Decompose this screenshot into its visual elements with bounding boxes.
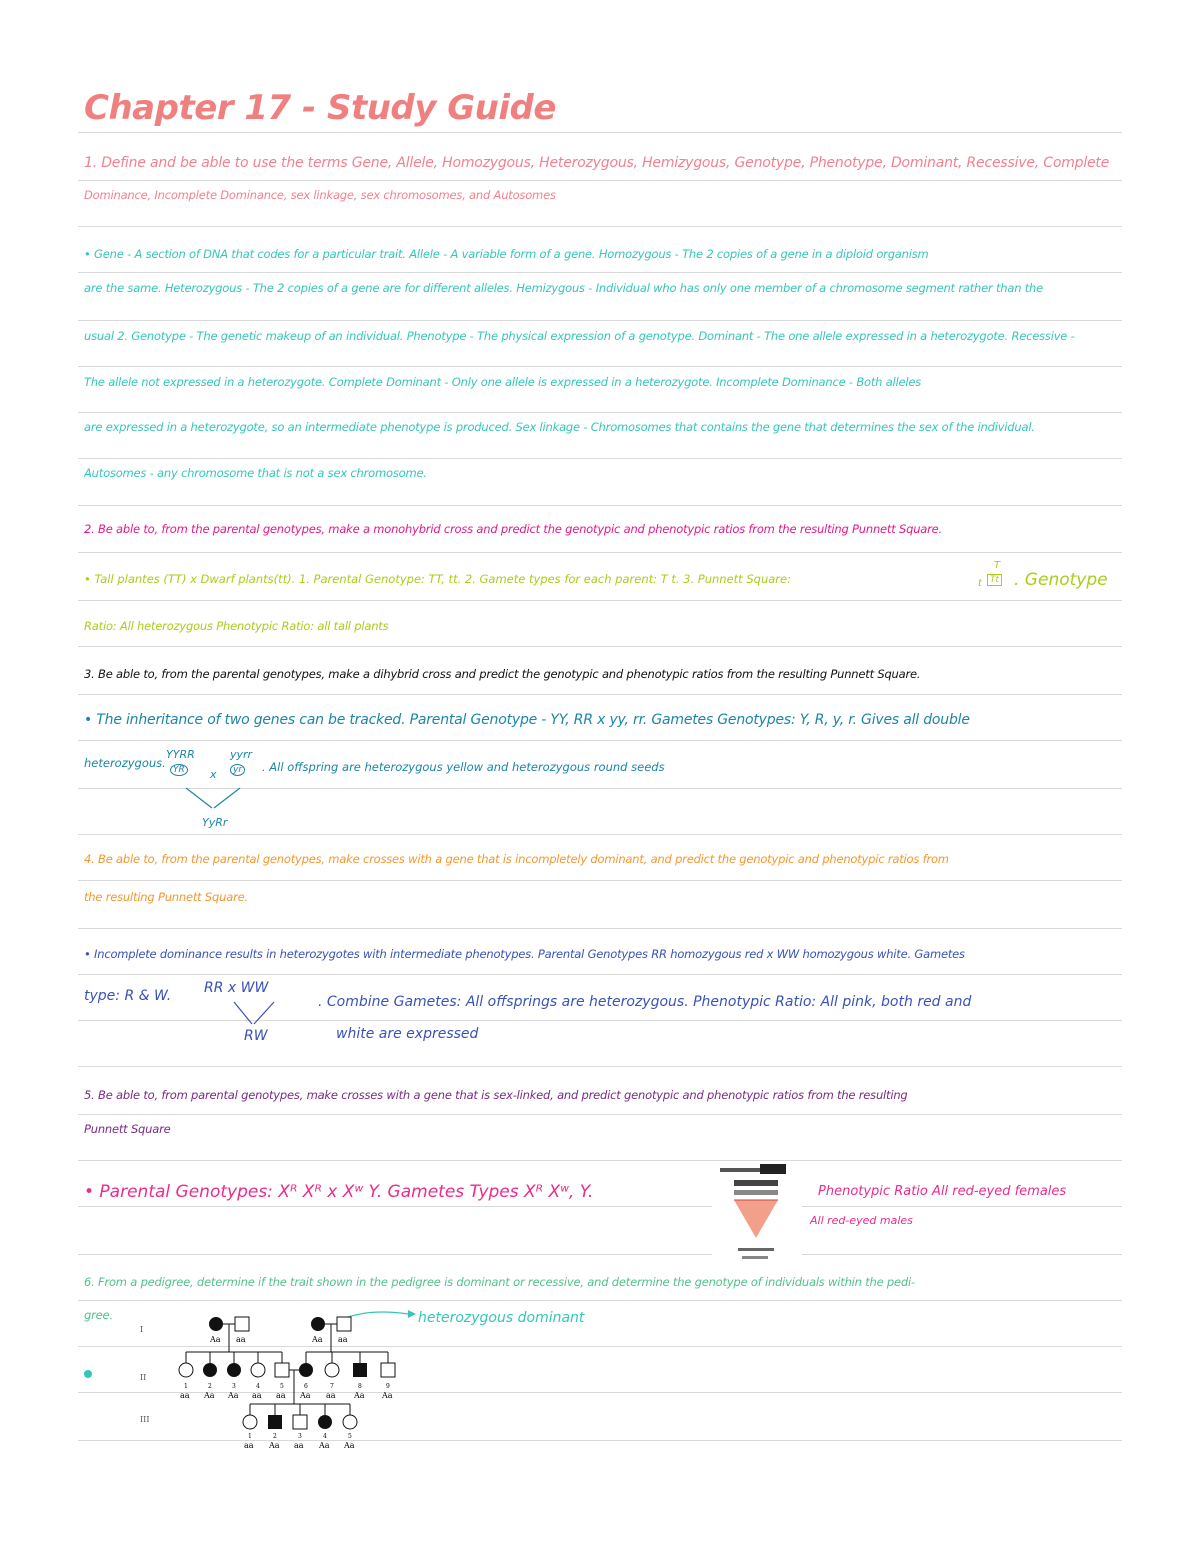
rule xyxy=(78,974,1122,975)
punnett-top-label: T xyxy=(994,560,1001,571)
male-affected xyxy=(353,1363,367,1377)
answer-3-suffix: . All offspring are heterozygous yellow and heterozygous round seeds xyxy=(262,760,665,774)
answer-4-suffix: . Combine Gametes: All offsprings are heterozygous. Phenotypic Ratio: All pink, both red and xyxy=(318,994,972,1010)
female-unaffected xyxy=(325,1363,339,1377)
genotype-label: aa xyxy=(326,1391,336,1400)
individual-number: 1 xyxy=(184,1383,188,1390)
male-unaffected xyxy=(293,1415,307,1429)
rule xyxy=(78,552,1122,553)
answer-1-line-1: • Gene - A section of DNA that codes for a particular trait. Allele - A variable form of a gene. Homozygous - The 2 copies of a gene in a diploid organism xyxy=(84,247,929,261)
individual-number: 4 xyxy=(323,1433,327,1440)
rule xyxy=(78,412,1122,413)
question-2-line-1: 2. Be able to, from the parental genotypes, make a monohybrid cross and predict the genotypic and phenotypic ratios from the resulting Punnett Square. xyxy=(84,522,943,536)
rule xyxy=(78,694,1122,695)
question-4-line-2: the resulting Punnett Square. xyxy=(84,890,248,904)
rule xyxy=(78,600,1122,601)
rule xyxy=(78,505,1122,506)
dihybrid-cross-diagram xyxy=(160,748,270,834)
gen-label: II xyxy=(140,1373,147,1382)
gen-label: III xyxy=(140,1415,150,1424)
answer-1-line-5: are expressed in a heterozygote, so an intermediate phenotype is produced. Sex linkage - Chromosomes that contains the gene that determines the sex of the individual. xyxy=(84,420,1035,434)
individual-number: 9 xyxy=(386,1383,390,1390)
rule xyxy=(78,834,1122,835)
parent-1-gamete: YR xyxy=(170,764,188,776)
individual-number: 5 xyxy=(348,1433,352,1440)
male-unaffected xyxy=(337,1317,351,1331)
heterozygous-annotation: heterozygous dominant xyxy=(418,1310,585,1326)
female-affected xyxy=(311,1317,325,1331)
question-3-line-1: 3. Be able to, from the parental genotypes, make a dihybrid cross and predict the genotypic and phenotypic ratios from the resulting Punnett Square. xyxy=(84,667,921,681)
rule xyxy=(78,132,1122,133)
rule xyxy=(78,1114,1122,1115)
rule xyxy=(78,180,1122,181)
genotype-label: aa xyxy=(252,1391,262,1400)
genotype-label: Aa xyxy=(319,1441,330,1450)
individual-number: 5 xyxy=(280,1383,284,1390)
answer-4-line-1: • Incomplete dominance results in heterozygotes with intermediate phenotypes. Parental Genotypes RR homozygous red x WW homozygous white. Gametes xyxy=(84,947,965,961)
genotype-label: Aa xyxy=(204,1391,215,1400)
sex-linked-punnett-image xyxy=(712,1164,802,1264)
rule xyxy=(78,1254,1122,1255)
offspring-genotype: YyRr xyxy=(202,816,228,829)
parent-2-gamete: yr xyxy=(230,764,245,776)
question-1-line-1: 1. Define and be able to use the terms Gene, Allele, Homozygous, Heterozygous, Hemizygous, Genotype, Phenotype, Dominant, Recessive, Complete xyxy=(84,155,1110,171)
punnett-cell: Tt xyxy=(987,574,1002,586)
rule xyxy=(78,928,1122,929)
genotype-label: Aa xyxy=(382,1391,393,1400)
question-6-line-2: gree. xyxy=(84,1308,113,1322)
rule xyxy=(78,320,1122,321)
answer-1-line-4: The allele not expressed in a heterozygote. Complete Dominant - Only one allele is expressed in a heterozygote. Incomplete Dominance - Both alleles xyxy=(84,375,922,389)
bullet-dot xyxy=(84,1370,92,1378)
parent-2-genotype: yyrr xyxy=(230,748,253,761)
answer-5-line-1: • Parental Genotypes: Xᴿ Xᴿ x Xʷ Y. Gametes Types Xᴿ Xʷ, Y. xyxy=(84,1182,594,1202)
question-1-line-2: Dominance, Incomplete Dominance, sex linkage, sex chromosomes, and Autosomes xyxy=(84,188,556,202)
answer-1-line-6: Autosomes - any chromosome that is not a sex chromosome. xyxy=(84,466,427,480)
answer-2-line-1: • Tall plantes (TT) x Dwarf plants(tt). 1. Parental Genotype: TT, tt. 2. Gamete types for each parent: T t. 3. Punnett Square: xyxy=(84,572,791,586)
individual-number: 4 xyxy=(256,1383,260,1390)
individual-number: 6 xyxy=(304,1383,308,1390)
cross-parents: RR x WW xyxy=(204,980,269,996)
rule xyxy=(78,646,1122,647)
pedigree-chart xyxy=(130,1310,410,1450)
genotype-label: aa xyxy=(236,1335,246,1344)
genotype-label: Aa xyxy=(210,1335,221,1344)
rule xyxy=(78,1066,1122,1067)
female-unaffected xyxy=(243,1415,257,1429)
question-6-line-1: 6. From a pedigree, determine if the trait shown in the pedigree is dominant or recessive, and determine the genotype of individuals within the pedi- xyxy=(84,1275,915,1289)
genotype-label: aa xyxy=(276,1391,286,1400)
genotype-label: aa xyxy=(244,1441,254,1450)
genotype-label: . Genotype xyxy=(1014,570,1108,590)
genotype-label: aa xyxy=(338,1335,348,1344)
female-unaffected xyxy=(343,1415,357,1429)
cross-symbol: x xyxy=(210,768,217,781)
female-affected xyxy=(318,1415,332,1429)
rule xyxy=(78,1206,1122,1207)
genotype-label: aa xyxy=(294,1441,304,1450)
rule xyxy=(78,880,1122,881)
genotype-label: aa xyxy=(180,1391,190,1400)
gen-label: I xyxy=(140,1325,144,1334)
punnett-left-label: t xyxy=(978,578,982,589)
male-unaffected xyxy=(381,1363,395,1377)
genotype-label: Aa xyxy=(300,1391,311,1400)
answer-4-line-3: white are expressed xyxy=(336,1026,479,1042)
individual-number: 8 xyxy=(358,1383,362,1390)
rule xyxy=(78,226,1122,227)
punnett-square-mini xyxy=(978,560,1014,596)
male-unaffected xyxy=(275,1363,289,1377)
genotype-label: Aa xyxy=(269,1441,280,1450)
rule xyxy=(78,1300,1122,1301)
answer-3-line-1: • The inheritance of two genes can be tracked. Parental Genotype - YY, RR x yy, rr. Gametes Genotypes: Y, R, y, r. Gives all double xyxy=(84,712,970,728)
male-affected xyxy=(268,1415,282,1429)
female-affected xyxy=(203,1363,217,1377)
answer-4-prefix: type: R & W. xyxy=(84,988,172,1004)
genotype-label: Aa xyxy=(354,1391,365,1400)
question-4-line-1: 4. Be able to, from the parental genotypes, make crosses with a gene that is incompletely dominant, and predict the genotypic and phenotypic ratios from xyxy=(84,852,949,866)
incomplete-cross-diagram xyxy=(204,980,314,1050)
female-affected xyxy=(227,1363,241,1377)
female-unaffected xyxy=(179,1363,193,1377)
answer-1-line-3: usual 2. Genotype - The genetic makeup of an individual. Phenotype - The physical expression of a genotype. Dominant - The one allele expressed in a heterozygote. Recessive - xyxy=(84,329,1075,343)
phenotypic-ratio-line-2: All red-eyed males xyxy=(810,1214,913,1227)
individual-number: 3 xyxy=(298,1433,302,1440)
genotype-label: Aa xyxy=(312,1335,323,1344)
answer-3-prefix: heterozygous. xyxy=(84,756,166,770)
page-title: Chapter 17 - Study Guide xyxy=(84,88,556,128)
individual-number: 2 xyxy=(208,1383,212,1390)
phenotypic-ratio-line-1: Phenotypic Ratio All red-eyed females xyxy=(818,1184,1067,1199)
female-unaffected xyxy=(251,1363,265,1377)
question-5-line-1: 5. Be able to, from parental genotypes, make crosses with a gene that is sex-linked, and predict genotypic and phenotypic ratios from the resulting xyxy=(84,1088,908,1102)
parent-1-genotype: YYRR xyxy=(166,748,195,761)
rule xyxy=(78,366,1122,367)
question-5-line-2: Punnett Square xyxy=(84,1122,171,1136)
individual-number: 1 xyxy=(248,1433,252,1440)
rule xyxy=(78,272,1122,273)
answer-2-line-2: Ratio: All heterozygous Phenotypic Ratio: all tall plants xyxy=(84,619,389,633)
rule xyxy=(78,1160,1122,1161)
rule xyxy=(78,458,1122,459)
answer-1-line-2: are the same. Heterozygous - The 2 copies of a gene are for different alleles. Hemizygous - Individual who has only one member of a chromosome segment rather than the xyxy=(84,281,1044,295)
individual-number: 2 xyxy=(273,1433,277,1440)
male-unaffected xyxy=(235,1317,249,1331)
female-affected xyxy=(209,1317,223,1331)
female-affected xyxy=(299,1363,313,1377)
rule xyxy=(78,740,1122,741)
cross-offspring: RW xyxy=(244,1028,268,1044)
individual-number: 3 xyxy=(232,1383,236,1390)
individual-number: 7 xyxy=(330,1383,334,1390)
genotype-label: Aa xyxy=(344,1441,355,1450)
genotype-label: Aa xyxy=(228,1391,239,1400)
